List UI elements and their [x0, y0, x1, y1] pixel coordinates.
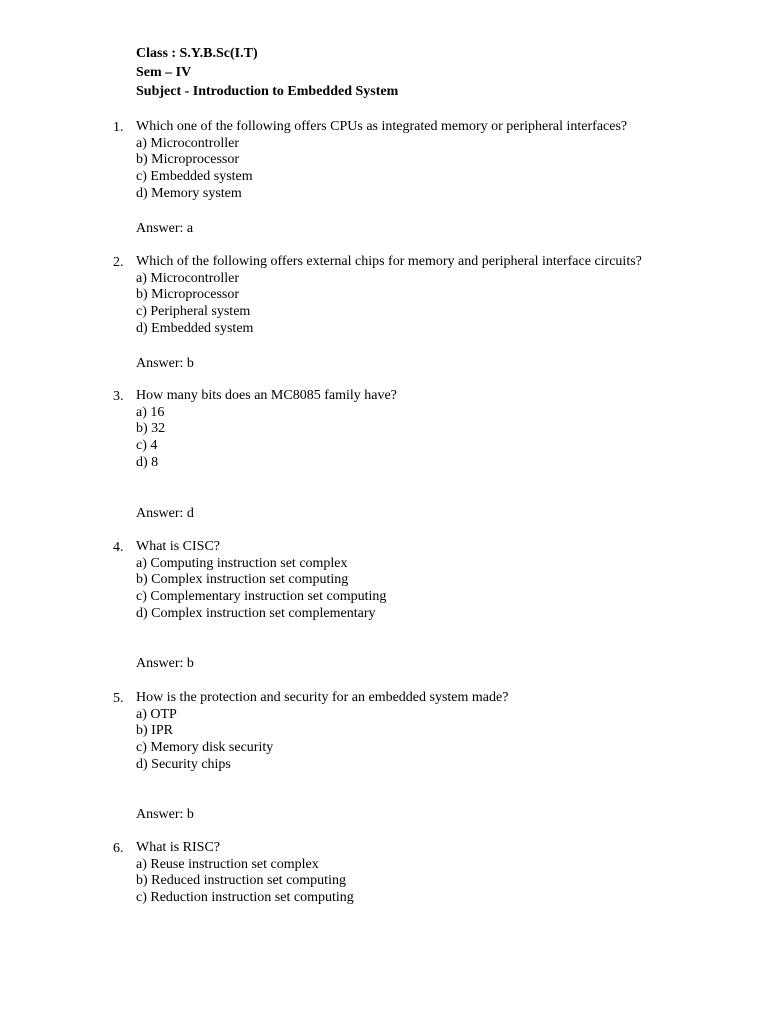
question-number: 5.	[113, 691, 124, 706]
question-body	[136, 119, 627, 203]
question-text: How is the protection and security for an embedded system made?	[136, 690, 509, 705]
option-c: c) Complementary instruction set computing	[136, 589, 387, 605]
question-number: 4.	[113, 540, 124, 555]
class-line: Class : S.Y.B.Sc(I.T)	[136, 46, 258, 61]
option-c: c) 4	[136, 438, 158, 454]
answer-1: Answer: a	[136, 221, 194, 236]
option-b: b) Microprocessor	[136, 152, 240, 168]
question-text: How many bits does an MC8085 family have?	[136, 388, 397, 403]
option-c: c) Memory disk security	[136, 740, 274, 756]
question-number: 1.	[113, 120, 124, 135]
question-body	[136, 254, 642, 338]
sem-line: Sem – IV	[136, 65, 192, 80]
option-b: b) 32	[136, 421, 166, 437]
option-c: c) Peripheral system	[136, 304, 251, 320]
question-number: 3.	[113, 389, 124, 404]
document-header	[136, 44, 398, 101]
option-a: a) 16	[136, 404, 165, 420]
option-d: d) Embedded system	[136, 320, 254, 336]
question-text: Which one of the following offers CPUs as integrated memory or peripheral interfaces?	[136, 119, 628, 134]
answer-2: Answer: b	[136, 356, 194, 371]
option-b: b) IPR	[136, 723, 173, 739]
option-a: a) OTP	[136, 706, 177, 722]
question-body	[136, 840, 354, 907]
question-text: Which of the following offers external chips for memory and peripheral interface circuits?	[136, 254, 642, 269]
question-number: 6.	[113, 841, 124, 856]
question-body	[136, 388, 397, 472]
option-d: d) Complex instruction set complementary	[136, 605, 376, 621]
question-body	[136, 539, 386, 623]
question-text: What is RISC?	[136, 840, 220, 855]
option-b: b) Microprocessor	[136, 287, 240, 303]
option-d: d) 8	[136, 454, 159, 470]
question-number: 2.	[113, 255, 124, 270]
question-text: What is CISC?	[136, 539, 220, 554]
answer-3: Answer: d	[136, 506, 194, 521]
subject-line: Subject - Introduction to Embedded System	[136, 84, 399, 99]
option-a: a) Microcontroller	[136, 270, 240, 286]
answer-4: Answer: b	[136, 656, 194, 671]
option-d: d) Security chips	[136, 756, 231, 772]
option-a: a) Microcontroller	[136, 135, 240, 151]
option-b: b) Reduced instruction set computing	[136, 873, 346, 889]
option-b: b) Complex instruction set computing	[136, 572, 349, 588]
option-a: a) Reuse instruction set complex	[136, 856, 319, 872]
option-a: a) Computing instruction set complex	[136, 555, 348, 571]
answer-5: Answer: b	[136, 807, 194, 822]
question-body	[136, 690, 508, 774]
option-c: c) Reduction instruction set computing	[136, 890, 354, 906]
option-c: c) Embedded system	[136, 169, 253, 185]
option-d: d) Memory system	[136, 185, 242, 201]
